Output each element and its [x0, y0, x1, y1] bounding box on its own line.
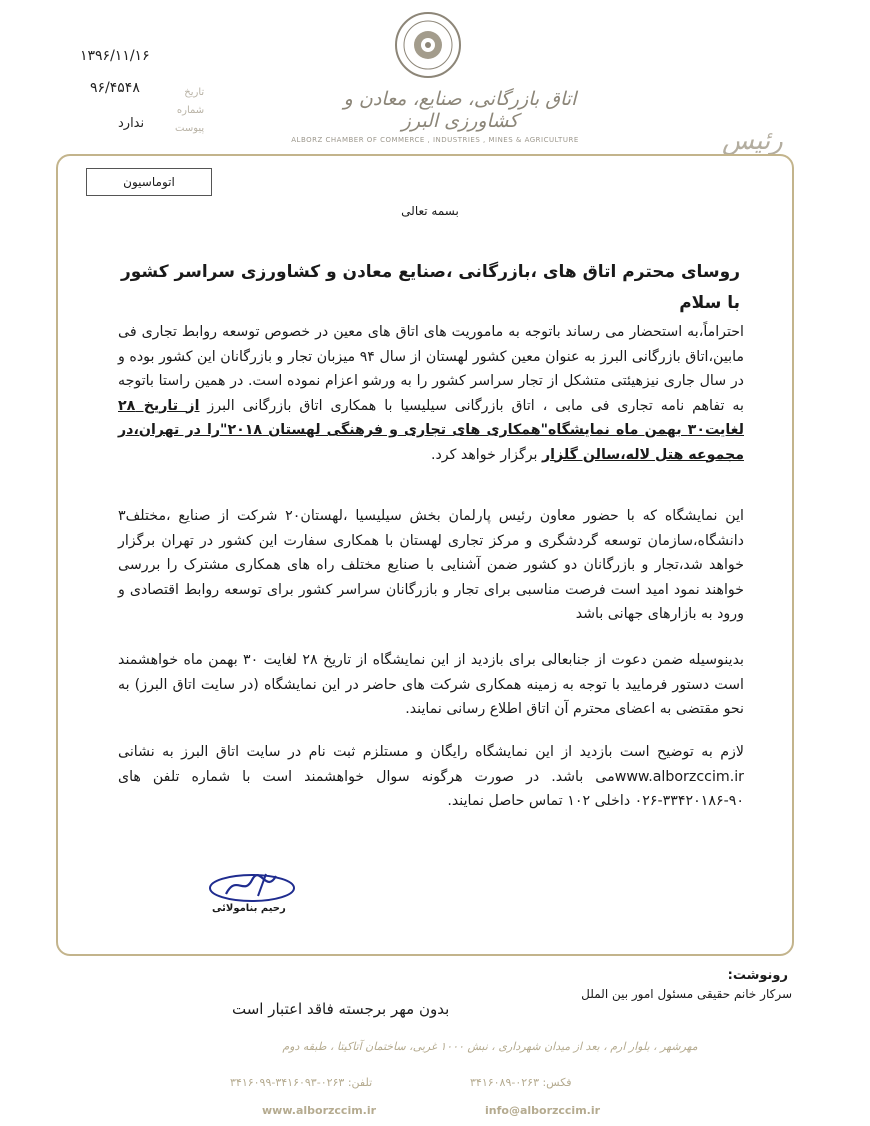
basmala: بسمه تعالی [401, 204, 459, 218]
chamber-logo-icon [393, 10, 463, 80]
cc-recipient: سرکار خانم حقیقی مسئول امور بین الملل [581, 987, 792, 1001]
paragraph-2: این نمایشگاه که با حضور معاون رئیس پارلمان بخش سیلیسیا ،لهستان۲۰ شرکت از صنایع ،مختلف۳ دانشگاه،سازمان توسعه گردشگری و مرکز تجاری لهستان با همکاری سفارت این کشور در تهران برگزار خواهد شد،تجار و بازرگانان دو کشور ضمن آشنایی با صنایع مختلف راه های همکاری مشترک را بررسی خواهند نمود امید است فرصت مناسبی برای تجار و بازرگانان سراسر کشور برای توسعه روابط اقتصادی و ورود به بازارهای جهانی باشد [118, 508, 744, 622]
paragraph-1-text: احتراماً،به استحضار می رساند باتوجه به ماموریت های اتاق های معین در خصوص توسعه روابط تجاری فی مابین،اتاق بازرگانی البرز به عنوان معین کشور لهستان از سال ۹۴ میزبان تجار و بازرگانان این کشور بوده و در سال جاری نیزهیئتی متشکل از تجار سراسر کشور را به ورشو اعزام نموده است. در همین راستا باتوجه به تفاهم نامه تجاری فی مابی ، اتاق بازرگانی سیلیسیا با همکاری اتاق بازرگانی البرز [118, 324, 744, 414]
attachment-label: پیوست [175, 123, 205, 134]
footer-website: www.alborzccim.ir [262, 1104, 377, 1117]
paragraph-1-ending: برگزار خواهد کرد. [430, 446, 543, 463]
org-name-fa: اتاق بازرگانی، صنایع، معادن و کشاورزی البرز [343, 88, 577, 132]
footer-address: مهرشهر ، بلوار ارم ، بعد از میدان شهرداری ، نبش ۱۰۰۰ غربی، ساختمان آتاکیتا ، طبقه دوم [282, 1040, 698, 1053]
salutation: با سلام [679, 293, 740, 313]
paragraph-4: لازم به توضیح است بازدید از این نمایشگاه رایگان و مستلزم ثبت نام در سایت اتاق البرز به نشانی www.alborzccim.irمی باشد. در صورت هرگونه سوال خواهشمند است با شماره تلفن های ۹۰-۳۳۴۲۰۱۸۶-۰۲۶ داخلی ۱۰۲ تماس حاصل نمایند. [118, 744, 744, 809]
automation-stamp: اتوماسیون [86, 168, 212, 196]
number-label: شماره [176, 105, 205, 116]
footer-email: info@alborzccim.ir [485, 1104, 601, 1117]
signatory-name: رحیم بنامولائی [212, 903, 286, 914]
paragraph-1-underlined: از تاریخ ۲۸ لغایت۳۰ بهمن ماه نمایشگاه"همکاری های تجاری و فرهنگی لهستان ۲۰۱۸"را در تهران،در مجموعه هتل لاله،سالن گلزار [118, 397, 744, 463]
letter-date: ۱۳۹۶/۱۱/۱۶ [80, 48, 150, 64]
cc-label: رونوشت: [727, 968, 788, 983]
org-name-en: ALBORZ CHAMBER OF COMMERCE , INDUSTRIES , MINES & AGRICULTURE [291, 136, 579, 144]
invalid-notice: بدون مهر برجسته فاقد اعتبار است [232, 1000, 450, 1018]
footer-tel: تلفن: ۰۲۶۳-۳۴۱۶۰۹۳-۳۴۱۶۰۹۹ [230, 1076, 373, 1089]
paragraph-3: بدینوسیله ضمن دعوت از جنابعالی برای بازدید از این نمایشگاه از تاریخ ۲۸ لغایت ۳۰ بهمن ماه خواهشمند است دستور فرمایید با توجه به زمینه همکاری شرکت های حاضر در این نمایشگاه (در سایت اتاق البرز) به نحو مقتضی به اعضای محترم آن اتاق اطلاع رسانی نمایند. [118, 652, 744, 717]
header-field-labels [175, 84, 204, 138]
letter-number: ۹۶/۴۵۴۸ [90, 80, 140, 96]
paragraph-1 [118, 320, 744, 467]
date-label: تاریخ [184, 87, 205, 98]
footer-fax: فکس: ۰۲۶۳-۳۴۱۶۰۸۹ [470, 1076, 572, 1089]
raees-label: رئیس [722, 126, 783, 156]
recipient-line: روسای محترم اتاق های ،بازرگانی ،صنایع معادن و کشاورزی سراسر کشور [120, 262, 740, 282]
letter-attachment: ندارد [118, 116, 145, 131]
